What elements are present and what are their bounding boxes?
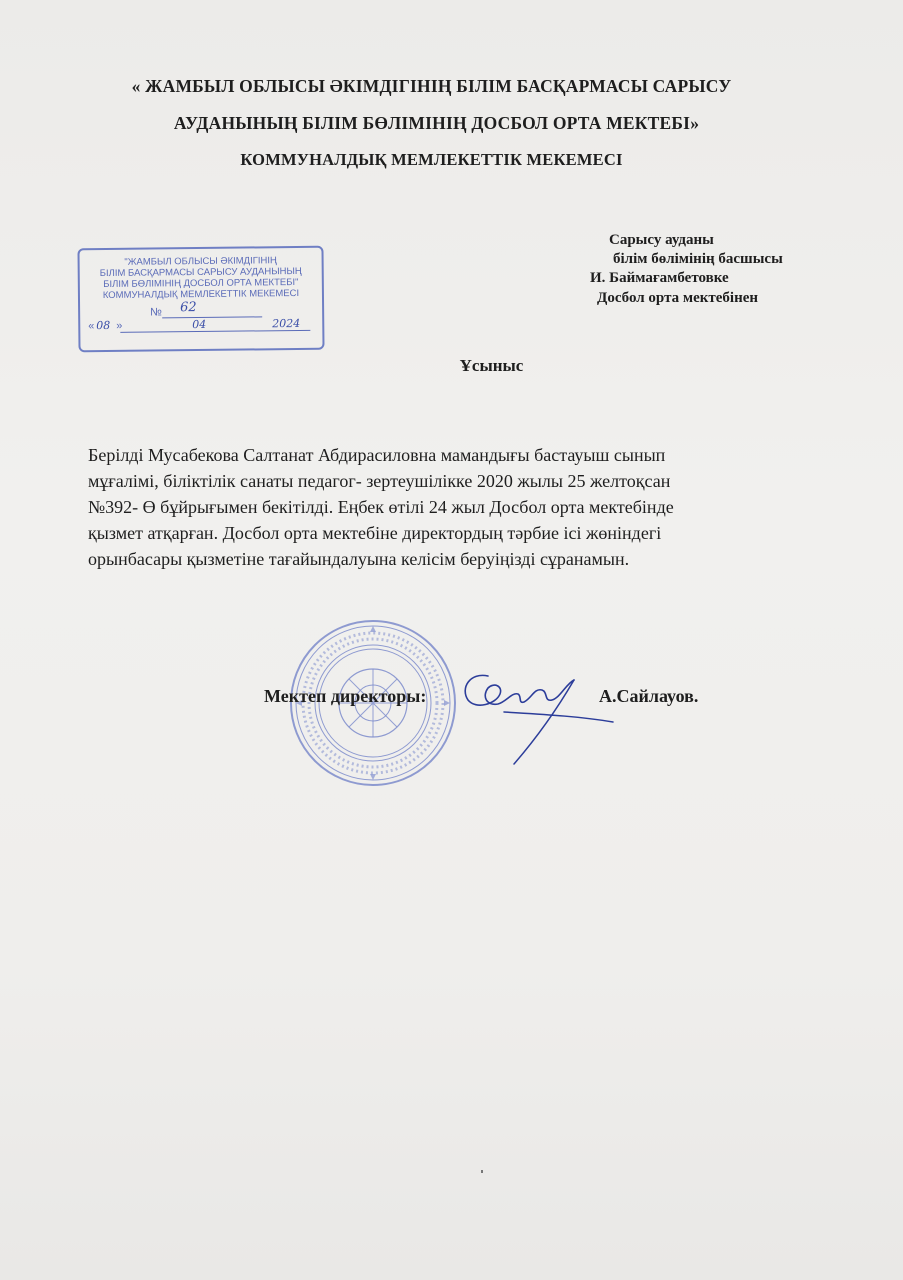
header-line-2: АУДАНЫНЫҢ БІЛІМ БӨЛІМІНІҢ ДОСБОЛ ОРТА МЕКТЕБІ» <box>173 113 700 133</box>
stamp-number-label: № <box>150 306 163 319</box>
bleed-through-text <box>360 216 364 232</box>
header-line-1: « ЖАМБЫЛ ОБЛЫСЫ ӘКІМДІГІНІҢ БІЛІМ БАСҚАРМАСЫ САРЫСУ <box>131 76 732 96</box>
stamp-date-month: 04 <box>192 317 207 332</box>
addressee-line-2: білім бөлімінің басшысы <box>613 251 783 267</box>
stamp-number-underline <box>162 316 262 318</box>
stamp-date-year: 2024 <box>272 316 301 331</box>
stamp-line-3: БІЛІМ БӨЛІМІНІҢ ДОСБОЛ ОРТА МЕКТЕБІ" <box>103 276 299 291</box>
stamp-line-4: КОММУНАЛДЫҚ МЕМЛЕКЕТТІК МЕКЕМЕСІ <box>102 287 300 302</box>
body-line-4: қызмет атқарған. Досбол орта мектебіне директордың тәрбие ісі жөніндегі <box>88 523 662 543</box>
body-line-5: орынбасары қызметіне тағайындалуына келісім беруіңізді сұранамын. <box>88 549 630 569</box>
document-title: Ұсыныс <box>459 356 524 375</box>
registration-stamp: "ЖАМБЫЛ ОБЛЫСЫ ӘКІМДІГІНІҢ БІЛІМ БАСҚАРМАСЫ САРЫСУ АУДАНЫНЫҢ БІЛІМ БӨЛІМІНІҢ ДОСБОЛ ОРТА МЕКТЕБІ" КОММУНАЛДЫҚ МЕМЛЕКЕТТІК МЕКЕМЕСІ № 62 « 08 » 04 2024 <box>77 246 324 353</box>
addressee-line-4: Досбол орта мектебінен <box>597 290 759 306</box>
stamp-date-day: 08 <box>96 318 111 333</box>
stamp-line-1: "ЖАМБЫЛ ОБЛЫСЫ ӘКІМДІГІНІҢ <box>124 255 277 268</box>
body-line-2: мұғалімі, біліктілік санаты педагог- зертеушілікке 2020 жылы 25 желтоқсан <box>88 471 671 491</box>
body-line-3: №392- Ө бұйрығымен бекітілді. Еңбек өтілі 24 жыл Досбол орта мектебінде <box>88 497 674 517</box>
body-line-1: Берілді Мусабекова Салтанат Абдирасиловна мамандығы бастауыш сынып <box>88 445 666 465</box>
addressee-line-3: И. Баймағамбетовке <box>590 270 729 286</box>
body-paragraph <box>88 442 808 572</box>
header-line-3: КОММУНАЛДЫҚ МЕМЛЕКЕТТІК МЕКЕМЕСІ <box>240 150 623 169</box>
stamp-line-2: БІЛІМ БАСҚАРМАСЫ САРЫСУ АУДАНЫНЫҢ <box>99 265 302 280</box>
signature-scribble-icon <box>448 664 628 774</box>
signatory-name: А.Сайлауов. <box>599 686 699 706</box>
stamp-date-underline <box>120 330 310 333</box>
stamp-number-value: 62 <box>180 300 197 316</box>
signature-label: Мектеп директоры: <box>264 686 427 706</box>
addressee-line-1: Сарысу ауданы <box>609 232 714 248</box>
speck <box>481 1170 483 1173</box>
